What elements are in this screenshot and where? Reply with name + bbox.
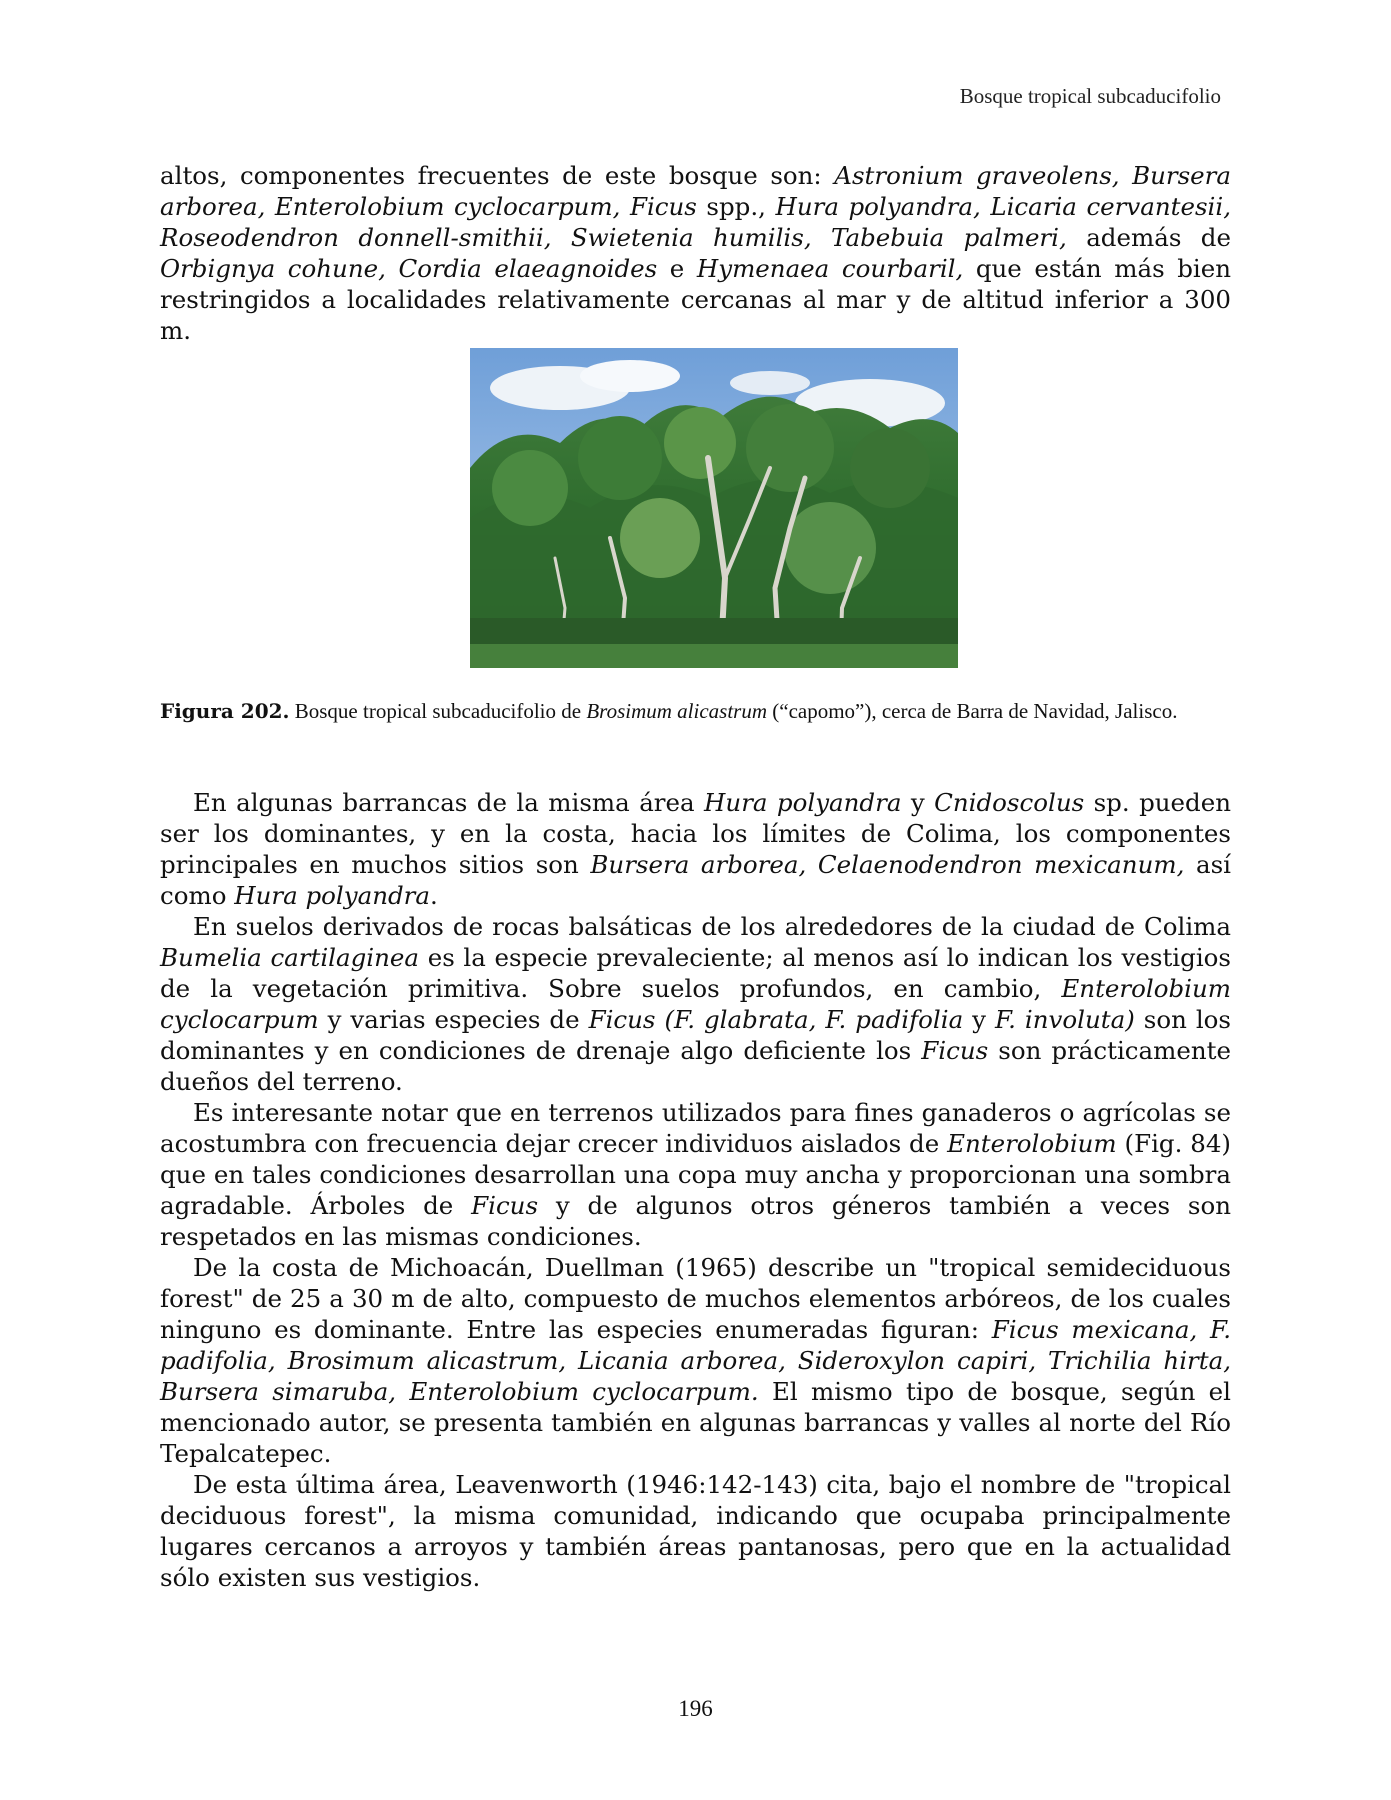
page-number: 196 xyxy=(678,1696,713,1721)
running-header: Bosque tropical subcaducifolio xyxy=(959,84,1221,108)
paragraph-leavenworth: De esta última área, Leavenworth (1946:142-143) cita, bajo el nombre de "tropical deciduous forest", la misma comunidad, indicando que ocupaba principalmente lugares cercanos a arroyos y también áreas pantanosas, pero que en la actualidad sólo existen sus vestigios. xyxy=(160,1470,1231,1592)
paragraph-terrenos: Es interesante notar que en terrenos utilizados para fines ganaderos o agrícolas se acostumbra con frecuencia dejar crecer individuos aislados de Enterolobium (Fig. 84) que en tales condiciones desarrollan una copa muy ancha y proporcionan una sombra agradable. Árboles de Ficus y de algunos otros géneros también a veces son respetados en las mismas condiciones. xyxy=(160,1098,1231,1251)
main-text xyxy=(160,787,1231,1593)
figure-caption: Figura 202. Bosque tropical subcaducifolio de Brosimum alicastrum (“capomo”), cerca de Barra de Navidad, Jalisco. xyxy=(160,699,1178,723)
forest-photograph xyxy=(470,348,958,668)
paragraph-michoacan: De la costa de Michoacán, Duellman (1965) describe un "tropical semideciduous forest" de 25 a 30 m de alto, compuesto de muchos elementos arbóreos, de los cuales ninguno es dominante. Entre las especies enumeradas figuran: Ficus mexicana, F. padifolia, Brosimum alicastrum, Licania arborea, Sideroxylon capiri, Trichilia hirta, Bursera simaruba, Enterolobium cyclocarpum. El mismo tipo de bosque, según el mencionado autor, se presenta también en algunas barrancas y valles al norte del Río Tepalcatepec. xyxy=(160,1253,1232,1468)
paragraph-species-list: altos, componentes frecuentes de este bosque son: Astronium graveolens, Bursera arborea, Enterolobium cyclocarpum, Ficus spp., Hura polyandra, Licaria cervantesii, Roseodendron donnell-smithii, Swietenia humilis, Tabebuia palmeri, además de Orbignya cohune, Cordia elaeagnoides e Hymenaea courbaril, que están más bien restringidos a localidades relativamente cercanas al mar y de altitud inferior a 300 m. xyxy=(160,161,1232,345)
forest-photo-illustration xyxy=(470,348,958,668)
paragraph-suelos: En suelos derivados de rocas balsáticas de los alrededores de la ciudad de Colima Bumelia cartilaginea es la especie prevaleciente; al menos así lo indican los vestigios de la vegetación primitiva. Sobre suelos profundos, en cambio, Enterolobium cyclocarpum y varias especies de Ficus (F. glabrata, F. padifolia y F. involuta) son los dominantes y en condiciones de drenaje algo deficiente los Ficus son prácticamente dueños del terreno. xyxy=(160,912,1231,1096)
paragraph-barrancas: En algunas barrancas de la misma área Hura polyandra y Cnidoscolus sp. pueden ser los dominantes, y en la costa, hacia los límites de Colima, los componentes principales en muchos sitios son Bursera arborea, Celaenodendron mexicanum, así como Hura polyandra. xyxy=(160,788,1231,910)
